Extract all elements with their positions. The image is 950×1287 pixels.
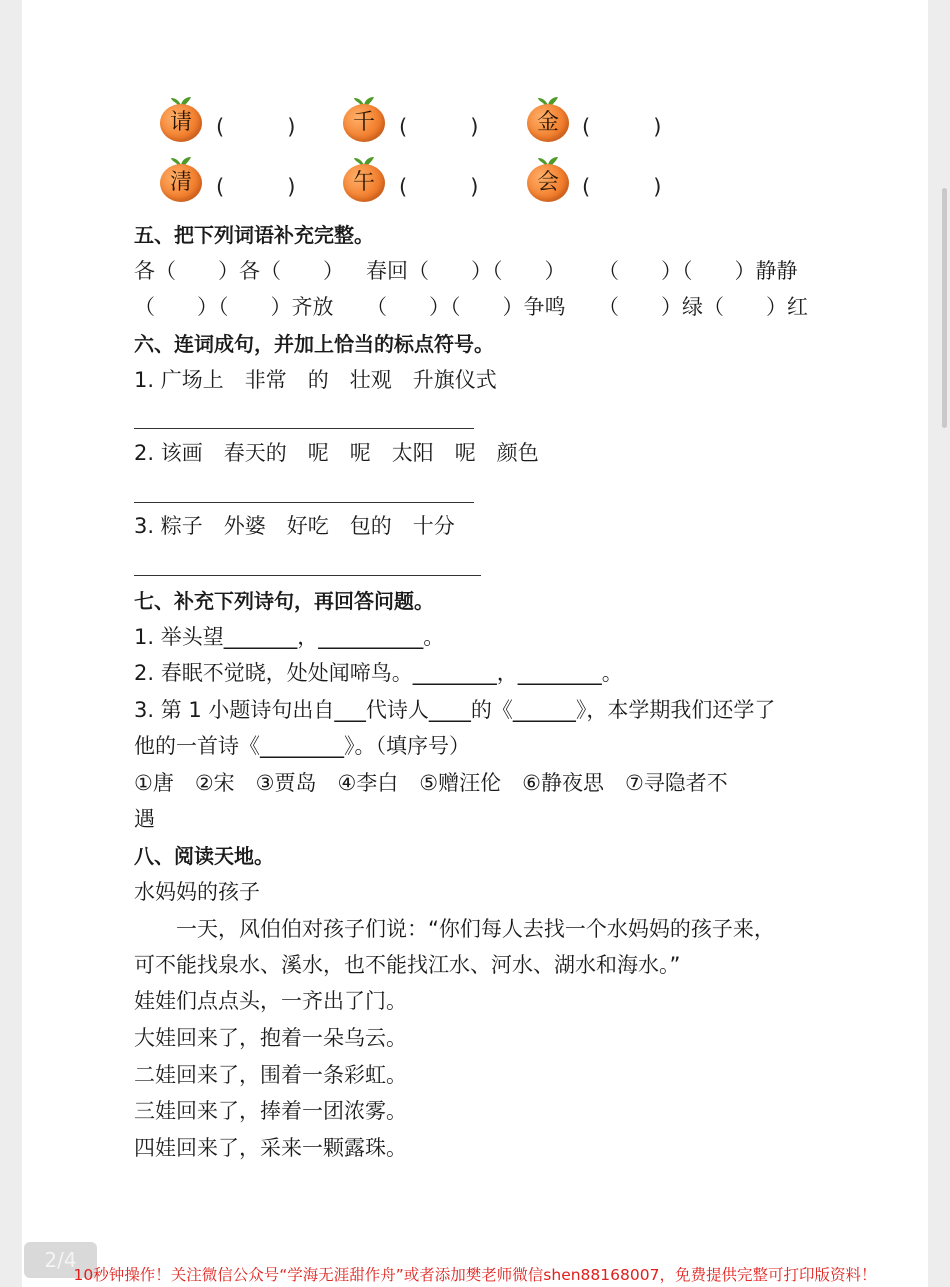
orange-icon bbox=[527, 156, 573, 202]
story-title: 水妈妈的孩子 bbox=[134, 880, 260, 904]
orange-icon bbox=[160, 96, 206, 142]
orange-icon bbox=[343, 96, 389, 142]
answer-paren: ( ) bbox=[399, 175, 479, 199]
answer-paren: ( ) bbox=[216, 175, 296, 199]
story-line: 三娃回来了，捧着一团浓雾。 bbox=[134, 1099, 407, 1123]
orange-char: 千 bbox=[352, 110, 375, 135]
orange-icon bbox=[343, 156, 389, 202]
answer-paren: ( ) bbox=[399, 115, 479, 139]
story-line: 娃娃们点点头，一齐出了门。 bbox=[134, 989, 407, 1013]
story-line: 四娃回来了，采来一颗露珠。 bbox=[134, 1136, 407, 1160]
story-line: 一天，风伯伯对孩子们说：“你们每人去找一个水妈妈的孩子来， bbox=[176, 917, 775, 941]
answer-line bbox=[134, 575, 481, 576]
section-6-title: 六、连词成句，并加上恰当的标点符号。 bbox=[134, 332, 494, 356]
orange-char: 清 bbox=[169, 170, 192, 195]
answer-options-wrap: 遇 bbox=[134, 807, 155, 831]
sentence-item: 2. 该画 春天的 呢 呢 太阳 呢 颜色 bbox=[134, 441, 539, 465]
answer-line bbox=[134, 502, 474, 503]
orange-icon bbox=[527, 96, 573, 142]
answer-paren: ( ) bbox=[216, 115, 296, 139]
poem-question: 2. 春眠不觉晓，处处闻啼鸟。________，________。 bbox=[134, 661, 623, 685]
orange-icon bbox=[160, 156, 206, 202]
fill-word-item: 春回（ ）（ ） bbox=[366, 259, 566, 283]
poem-question: 他的一首诗《________》。（填序号） bbox=[134, 734, 470, 758]
story-line: 二娃回来了，围着一条彩虹。 bbox=[134, 1063, 407, 1087]
poem-question: 3. 第 1 小题诗句出自___代诗人____的《______》，本学期我们还学了 bbox=[134, 698, 776, 722]
story-line: 可不能找泉水、溪水，也不能找江水、河水、湖水和海水。” bbox=[134, 953, 681, 977]
section-5-title: 五、把下列词语补充完整。 bbox=[134, 223, 374, 247]
fill-word-item: 各（ ）各（ ） bbox=[134, 259, 344, 283]
orange-char: 请 bbox=[169, 110, 192, 135]
sentence-item: 1. 广场上 非常 的 壮观 升旗仪式 bbox=[134, 368, 497, 392]
section-7-title: 七、补充下列诗句，再回答问题。 bbox=[134, 589, 434, 613]
fill-word-item: （ ）绿（ ）红 bbox=[598, 295, 808, 319]
section-8-title: 八、阅读天地。 bbox=[134, 844, 274, 868]
orange-char: 午 bbox=[352, 170, 375, 195]
footer-promo-text: 10秒钟操作！关注微信公众号“学海无涯甜作舟”或者添加樊老师微信shen88168007，免费提供完整可打印版资料！ bbox=[73, 1266, 877, 1284]
page-indicator: 2/4 bbox=[24, 1242, 97, 1278]
fill-word-item: （ ）（ ）争鸣 bbox=[366, 295, 566, 319]
story-line: 大娃回来了，抱着一朵乌云。 bbox=[134, 1026, 407, 1050]
sentence-item: 3. 粽子 外婆 好吃 包的 十分 bbox=[134, 514, 455, 538]
scrollbar[interactable] bbox=[942, 188, 947, 428]
fill-word-item: （ ）（ ）静静 bbox=[598, 259, 798, 283]
answer-options: ①唐 ②宋 ③贾岛 ④李白 ⑤赠汪伦 ⑥静夜思 ⑦寻隐者不 bbox=[134, 771, 728, 795]
fill-word-item: （ ）（ ）齐放 bbox=[134, 295, 334, 319]
orange-char: 金 bbox=[536, 110, 559, 135]
orange-char: 会 bbox=[536, 170, 559, 195]
answer-paren: ( ) bbox=[582, 115, 662, 139]
poem-question: 1. 举头望_______，__________。 bbox=[134, 625, 445, 649]
answer-paren: ( ) bbox=[582, 175, 662, 199]
answer-line bbox=[134, 428, 474, 429]
